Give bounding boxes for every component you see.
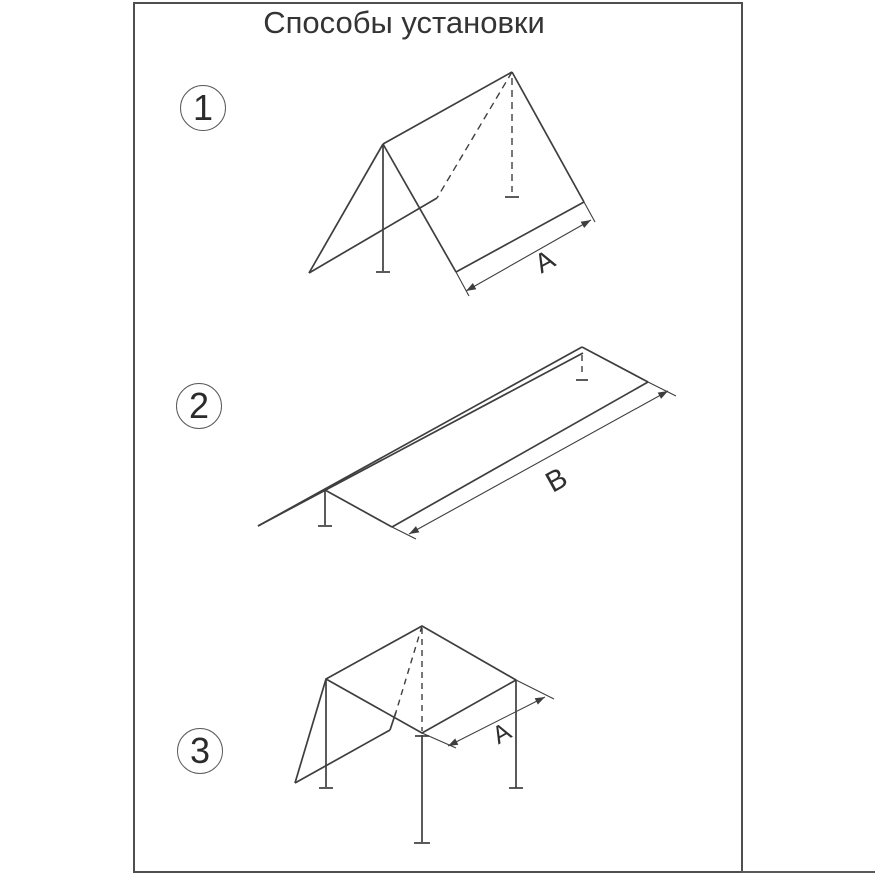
diagram-2-long-ridge (258, 347, 676, 539)
tent2-extension-line-near (392, 527, 416, 539)
tent2-ridge-upper (258, 347, 582, 526)
tent2-right-end-edge (582, 347, 648, 382)
tent1-extension-line-front (456, 272, 469, 296)
tent2-ridge-lower (258, 353, 583, 526)
dimension-label-a-diagram1: А (529, 244, 560, 280)
tent1-bottom-edge (456, 202, 584, 272)
step-2-number: 2 (188, 385, 210, 426)
tent2-front-edge (325, 490, 392, 527)
dimension-label-b-diagram2: В (540, 461, 573, 500)
tent1-back-edge (512, 72, 584, 202)
tent1-left-panel-bottom (309, 198, 437, 273)
step-1-number: 1 (192, 87, 214, 128)
canopy-extension-line-right (516, 680, 554, 699)
page-title: Способы установки (263, 5, 545, 40)
tent1-hidden-back-left-edge (437, 72, 512, 198)
step-3-number: 3 (189, 730, 211, 771)
tent1-extension-line-back (584, 202, 595, 222)
dimension-label-a-diagram3: А (487, 717, 516, 750)
canopy-extension-line-front (422, 733, 456, 748)
diagram-3-canopy (295, 626, 554, 843)
canopy-roof-outline (326, 626, 516, 733)
tent2-dimension-line (409, 391, 668, 534)
tent1-left-edge (309, 144, 383, 273)
tent1-ridge (383, 72, 512, 144)
tent2-bottom-edge (392, 382, 648, 527)
